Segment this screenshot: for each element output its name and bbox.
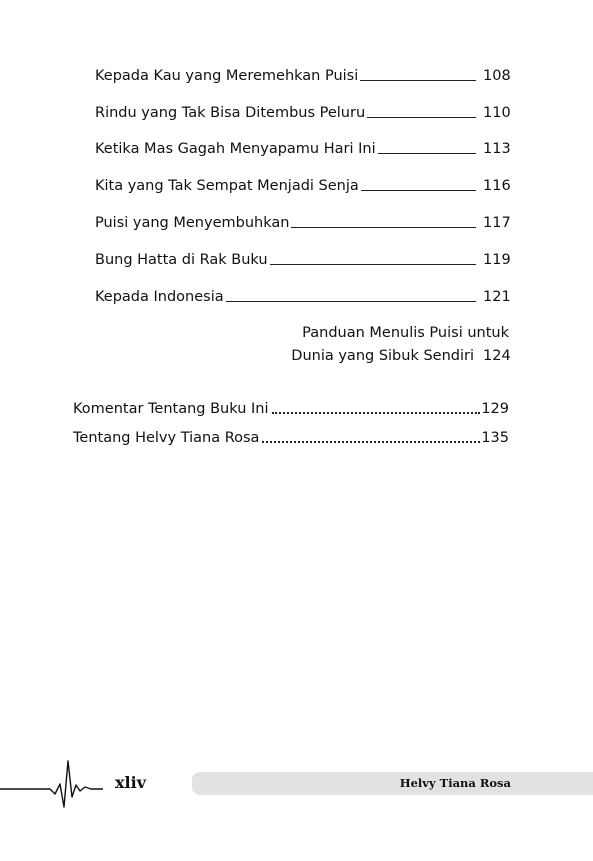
toc-entry-page: 135 <box>481 430 509 446</box>
toc-entry-page: 129 <box>481 401 509 417</box>
toc-entry-title: Bung Hatta di Rak Buku <box>95 252 268 268</box>
leader-dots <box>272 412 481 414</box>
leader-line <box>226 301 476 302</box>
toc-entry[interactable] <box>95 214 509 232</box>
toc-entry[interactable] <box>95 288 509 306</box>
toc-entry-page: 116 <box>483 178 511 194</box>
toc-entry-title: Kepada Kau yang Meremehkan Puisi <box>95 68 359 84</box>
toc-entry-main[interactable] <box>73 429 509 447</box>
toc-entry-page: 124 <box>483 348 511 364</box>
toc-entry-title: Kepada Indonesia <box>95 289 224 305</box>
leader-line <box>367 117 476 118</box>
heartbeat-line-icon <box>0 757 106 809</box>
leader-line <box>291 227 476 228</box>
leader-line <box>360 80 476 81</box>
leader-line <box>361 190 476 191</box>
toc-entry-page: 119 <box>483 252 511 268</box>
toc-entry-page: 113 <box>483 141 511 157</box>
toc-entry-title-line2: Dunia yang Sibuk Sendiri <box>291 348 474 364</box>
page-number: xliv <box>115 773 146 792</box>
toc-entry-main[interactable] <box>73 400 509 418</box>
toc-entry-title: Puisi yang Menyembuhkan <box>95 215 290 231</box>
author-name: Helvy Tiana Rosa <box>399 776 511 790</box>
toc-entry-title: Tentang Helvy Tiana Rosa <box>73 430 260 446</box>
toc-entry-title: Ketika Mas Gagah Menyapamu Hari Ini <box>95 141 376 157</box>
toc-entry[interactable] <box>95 140 509 158</box>
author-banner <box>192 772 593 795</box>
toc-entry-title: Kita yang Tak Sempat Menjadi Senja <box>95 178 359 194</box>
toc-entry-page: 110 <box>483 105 511 121</box>
toc-entry-title-line1: Panduan Menulis Puisi untuk <box>302 325 509 341</box>
toc-entry[interactable] <box>95 177 509 195</box>
toc-entry-title: Komentar Tentang Buku Ini <box>73 401 269 417</box>
toc-entry[interactable] <box>95 324 509 365</box>
toc-entry-title: Rindu yang Tak Bisa Ditembus Peluru <box>95 105 366 121</box>
toc-entry-page: 108 <box>483 68 511 84</box>
toc-entry[interactable] <box>95 251 509 269</box>
leader-line <box>270 264 476 265</box>
toc-entry-page: 121 <box>483 289 511 305</box>
leader-line <box>378 153 476 154</box>
toc-entry[interactable] <box>95 104 509 122</box>
toc-entry-page: 117 <box>483 215 511 231</box>
leader-dots <box>262 441 480 443</box>
toc-entry[interactable] <box>95 67 509 85</box>
